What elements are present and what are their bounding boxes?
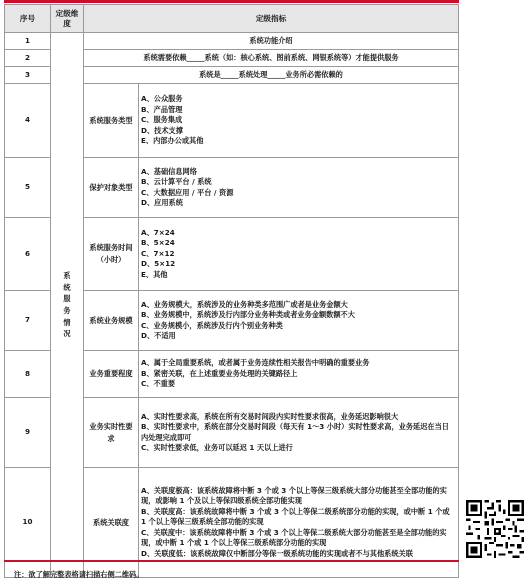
option-item: B、紧密关联，在上述重要业务处理的关键路径上 bbox=[141, 368, 298, 378]
option-item: A、基础信息网络 bbox=[141, 166, 197, 176]
option-item: D、不适用 bbox=[141, 330, 176, 340]
option-item: A、属于全局重要系统，或者属于业务连续性相关报告中明确的重要业务 bbox=[141, 358, 370, 368]
option-item: A、公众服务 bbox=[141, 94, 183, 104]
row-text: 系统需要依赖_____系统（如：核心系统、图前系统、网银系统等）才能提供服务 bbox=[84, 50, 459, 67]
option-item: B、业务规模中，系统涉及行内部分业务种类或者业务金额数额不大 bbox=[141, 310, 355, 320]
row-number: 4 bbox=[5, 84, 51, 158]
row-number: 6 bbox=[5, 218, 51, 291]
row-label: 系统服务时间（小时） bbox=[84, 218, 139, 291]
bottom-rule bbox=[4, 560, 459, 562]
row-number: 7 bbox=[5, 291, 51, 351]
dimension-cell: 系统服务情况 bbox=[51, 33, 84, 578]
row-number: 2 bbox=[5, 50, 51, 67]
option-list bbox=[139, 398, 459, 468]
header-indicator: 定级指标 bbox=[84, 5, 459, 33]
row-number: 9 bbox=[5, 398, 51, 468]
row-text: 系统功能介绍 bbox=[84, 33, 459, 50]
row-label: 业务重要程度 bbox=[84, 351, 139, 398]
option-item: B、关联度高：该系统故障将中断 3 个或 3 个以上等保二级系统部分功能的实现，或中断 1 个或 1 个以上等保三级系统全部功能的实现 bbox=[141, 506, 450, 527]
option-list bbox=[139, 218, 459, 291]
row-label: 系统关联度 bbox=[84, 468, 139, 578]
option-item: B、实时性要求中，系统在部分交易时间段（每天有 1～3 小时）实时性要求高，业务延迟在当日内处理完成即可 bbox=[141, 422, 449, 442]
option-item: B、5×24 bbox=[141, 238, 175, 248]
option-item: A、业务规模大，系统涉及的业务种类多范围广或者是业务金额大 bbox=[141, 299, 348, 309]
row-number: 1 bbox=[5, 33, 51, 50]
row-label: 保护对象类型 bbox=[84, 158, 139, 218]
option-item: C、服务集成 bbox=[141, 115, 183, 125]
row-label: 系统业务规模 bbox=[84, 291, 139, 351]
option-item: E、其他 bbox=[141, 269, 168, 279]
row-label: 业务实时性要求 bbox=[84, 398, 139, 468]
footnote: 注：欲了解完整表格请扫描右侧二维码。 bbox=[14, 570, 144, 579]
header-dimension: 定级维度 bbox=[51, 5, 84, 33]
option-item: C、不重要 bbox=[141, 379, 176, 389]
option-item: B、云计算平台 / 系统 bbox=[141, 177, 212, 187]
row-number: 3 bbox=[5, 67, 51, 84]
grading-table bbox=[4, 4, 459, 578]
row-number: 10 bbox=[5, 468, 51, 578]
qr-code-icon[interactable] bbox=[466, 500, 524, 558]
option-item: D、技术支撑 bbox=[141, 125, 183, 135]
option-list bbox=[139, 351, 459, 398]
table-row bbox=[5, 33, 459, 50]
option-item: A、关联度极高：该系统故障将中断 3 个或 3 个以上等保三级系统大部分功能甚至全部功能的实现，或影响 1 个及以上等保四级系统全部功能实现 bbox=[141, 485, 447, 506]
option-item: D、5×12 bbox=[141, 259, 176, 269]
option-item: C、业务规模小，系统涉及行内个别业务种类 bbox=[141, 320, 283, 330]
option-item: E、内部办公或其他 bbox=[141, 136, 204, 146]
header-seq: 序号 bbox=[5, 5, 51, 33]
row-number: 8 bbox=[5, 351, 51, 398]
option-item: C、大数据应用 / 平台 / 资源 bbox=[141, 187, 234, 197]
option-list bbox=[139, 84, 459, 158]
row-number: 5 bbox=[5, 158, 51, 218]
row-text: 系统是_____系统处理_____业务所必需依赖的 bbox=[84, 67, 459, 84]
header-row bbox=[5, 5, 459, 33]
option-list bbox=[139, 158, 459, 218]
option-item: A、实时性要求高，系统在所有交易时间段内实时性要求很高，业务延迟影响很大 bbox=[141, 411, 399, 421]
option-item: C、关联度中：该系统故障将中断 3 个或 3 个以上等保二级系统大部分功能甚至是全部功能的实现，或中断 1 个或 1 个以上等保三级系统部分功能的实现 bbox=[141, 527, 447, 548]
option-item: C、7×12 bbox=[141, 248, 175, 258]
option-item: D、关联度低：该系统故障仅中断部分等保一级系统功能的实现或者不与其他系统关联 bbox=[141, 548, 413, 558]
option-item: C、实时性要求低，业务可以延迟 1 天以上进行 bbox=[141, 442, 293, 452]
option-item: B、产品管理 bbox=[141, 104, 183, 114]
option-item: D、应用系统 bbox=[141, 197, 183, 207]
option-list bbox=[139, 291, 459, 351]
row-label: 系统服务类型 bbox=[84, 84, 139, 158]
option-item: A、7×24 bbox=[141, 227, 175, 237]
top-rule bbox=[4, 0, 459, 3]
